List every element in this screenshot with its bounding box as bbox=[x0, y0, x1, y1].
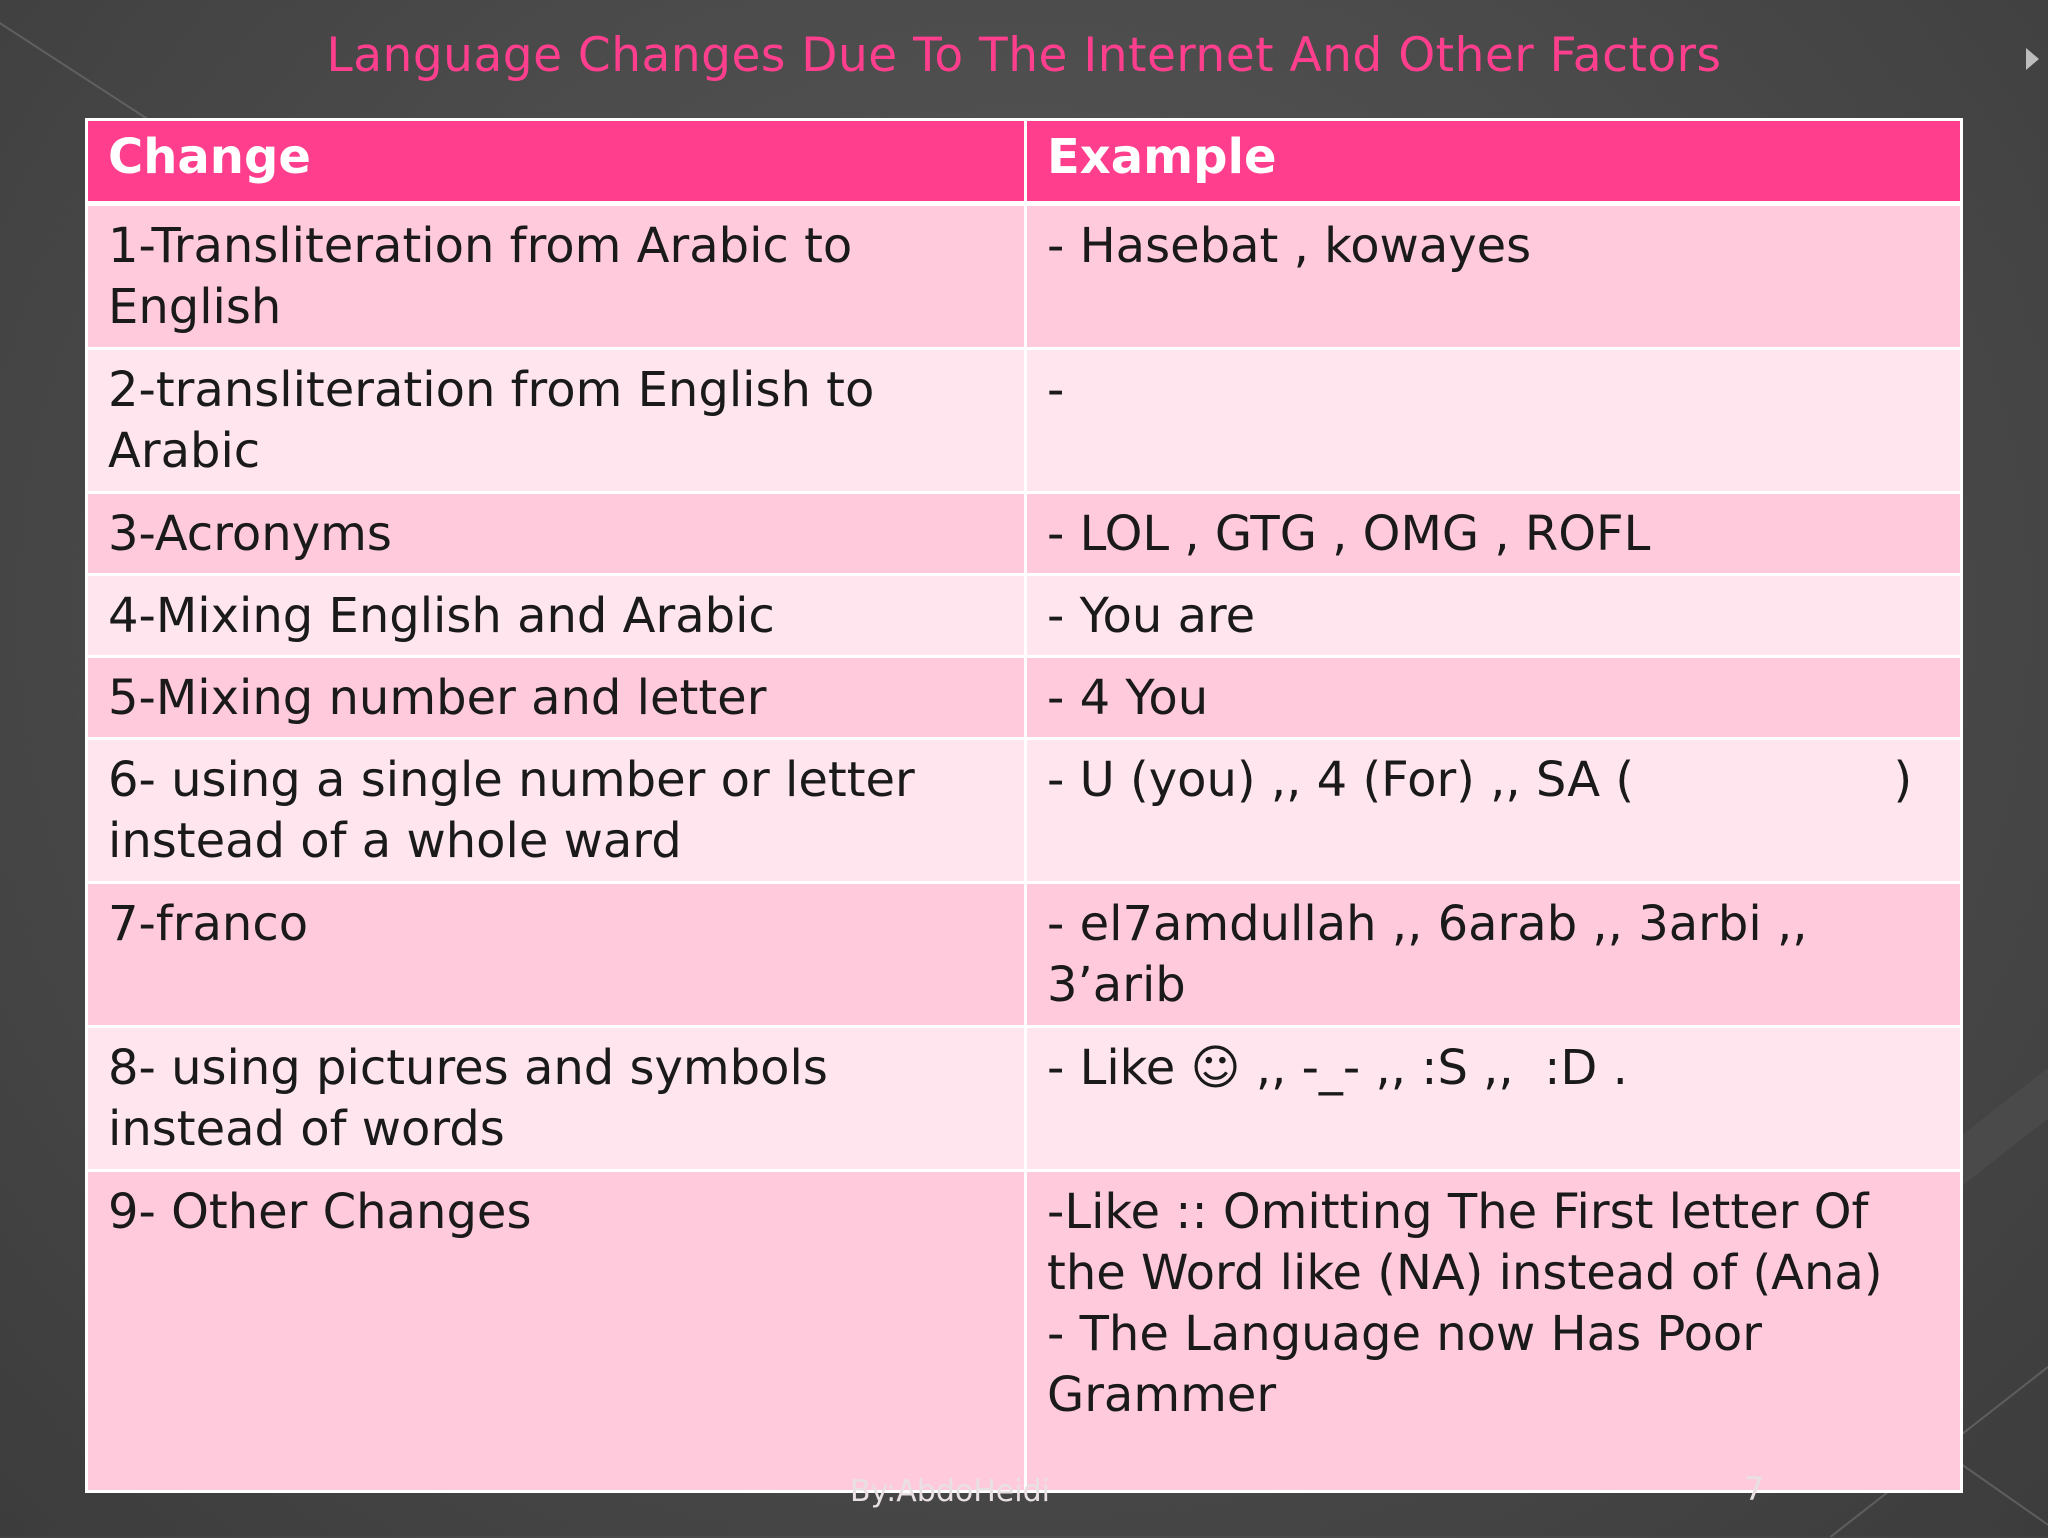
change-cell: 4-Mixing English and Arabic bbox=[88, 576, 1024, 658]
change-cell: 2-transliteration from English to Arabic bbox=[88, 350, 1024, 494]
change-cell: 5-Mixing number and letter bbox=[88, 658, 1024, 740]
change-cell: 7-franco bbox=[88, 884, 1024, 1028]
example-cell: - el7amdullah ,, 6arab ,, 3arbi ,, 3’arib bbox=[1024, 884, 1960, 1028]
example-cell: - You are bbox=[1024, 576, 1960, 658]
header-change: Change bbox=[88, 121, 1024, 206]
example-cell: - 4 You bbox=[1024, 658, 1960, 740]
slide-title: Language Changes Due To The Internet And Other Factors bbox=[326, 28, 1722, 83]
change-cell: 6- using a single number or letter instead of a whole ward bbox=[88, 740, 1024, 884]
table-row bbox=[88, 658, 1960, 740]
table-row bbox=[88, 350, 1960, 494]
header-example: Example bbox=[1024, 121, 1960, 206]
slide-page-number: 7 bbox=[1744, 1470, 1765, 1508]
change-cell: 9- Other Changes bbox=[88, 1172, 1024, 1490]
table-row bbox=[88, 740, 1960, 884]
table-row bbox=[88, 1172, 1960, 1490]
change-cell: 8- using pictures and symbols instead of words bbox=[88, 1028, 1024, 1172]
example-cell: -Like :: Omitting The First letter Of the Word like (NA) instead of (Ana) - The Language now Has Poor Grammer bbox=[1024, 1172, 1960, 1490]
footer-author: By:AbdoHeidi bbox=[850, 1474, 1050, 1509]
table-row bbox=[88, 884, 1960, 1028]
example-cell: - Hasebat , kowayes bbox=[1024, 206, 1960, 350]
change-cell: 3-Acronyms bbox=[88, 494, 1024, 576]
table-row bbox=[88, 206, 1960, 350]
table-header-row bbox=[88, 121, 1960, 206]
table-row bbox=[88, 576, 1960, 658]
table-row bbox=[88, 1028, 1960, 1172]
example-cell: - Like ☺ ,, -_- ,, :S ,, :D . bbox=[1024, 1028, 1960, 1172]
table-row bbox=[88, 494, 1960, 576]
changes-table-container bbox=[85, 118, 1963, 1493]
example-cell: - bbox=[1024, 350, 1960, 494]
example-cell: - U (you) ,, 4 (For) ,, SA ( ) bbox=[1024, 740, 1960, 884]
change-cell: 1-Transliteration from Arabic to English bbox=[88, 206, 1024, 350]
changes-table bbox=[88, 121, 1960, 1490]
example-cell: - LOL , GTG , OMG , ROFL bbox=[1024, 494, 1960, 576]
